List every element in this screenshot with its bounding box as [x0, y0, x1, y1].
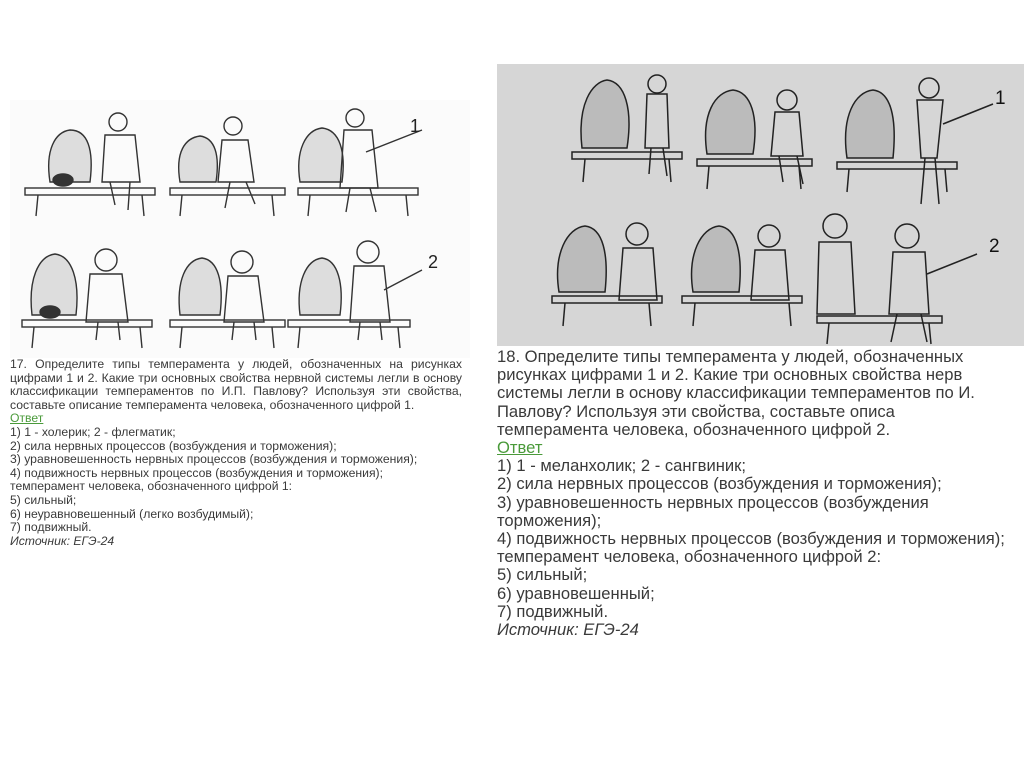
left-cartoon-drawing	[10, 100, 470, 358]
right-answer-line: торможения);	[497, 510, 602, 530]
right-question-block	[497, 348, 1024, 639]
right-label-2: 2	[989, 236, 1000, 257]
right-answer-line: 5) сильный;	[497, 565, 588, 585]
right-cartoon-drawing	[497, 64, 1024, 346]
left-answer-line: 2) сила нервных процессов (возбуждения и торможения);	[10, 438, 337, 453]
right-answer-label: Ответ	[497, 438, 543, 458]
left-bottom-bench-3	[288, 320, 410, 348]
right-answer-line: темперамент человека, обозначенного цифрой 2:	[497, 547, 882, 567]
left-question-block	[10, 358, 462, 548]
left-question-text: 17. Определите типы темперамента у людей, обозначенных на рисунках цифрами 1 и 2. Какие три основных свойства нервной системы легли в основу классификации темпераментов по И.П. Павлову? Используя эти свойства, составьте описание темперамента человека, обозначенного цифрой 1.	[10, 357, 462, 412]
right-question-line: системы легли в основу классификации темпераментов по И.	[497, 383, 975, 403]
right-answer-line: 4) подвижность нервных процессов (возбуждения и торможения);	[497, 529, 1005, 549]
left-answer-line: 5) сильный;	[10, 492, 77, 507]
right-cartoon-illustration	[497, 64, 1024, 346]
left-answer-line: 7) подвижный.	[10, 520, 92, 535]
left-answer-line: 1) 1 - холерик; 2 - флегматик;	[10, 424, 176, 439]
left-answer-label: Ответ	[10, 411, 44, 426]
right-question-line: 18. Определите типы темперамента у людей, обозначенных	[497, 348, 964, 366]
left-answer-line: 3) уравновешенность нервных процессов (возбуждения и торможения);	[10, 452, 418, 467]
left-top-bench-3	[298, 188, 418, 216]
left-answer-line: 4) подвижность нервных процессов (возбуждения и торможения);	[10, 465, 383, 480]
left-label-1: 1	[410, 116, 421, 136]
right-answer-line: 3) уравновешенность нервных процессов (возбуждения	[497, 492, 929, 512]
right-answer-line: 1) 1 - меланхолик; 2 - сангвиник;	[497, 456, 747, 476]
left-top-bench-1	[25, 188, 155, 216]
right-question-line: рисунках цифрами 1 и 2. Какие три основных свойства нерв	[497, 365, 963, 385]
right-question-line: темперамента человека, обозначенного цифрой 2.	[497, 419, 891, 439]
right-answer-line: 2) сила нервных процессов (возбуждения и торможения);	[497, 474, 942, 494]
left-answer-line: 6) неуравновешенный (легко возбудимый);	[10, 506, 254, 521]
left-bottom-bench-2	[170, 320, 285, 348]
left-source: Источник: ЕГЭ-24	[10, 533, 115, 548]
right-source: Источник: ЕГЭ-24	[497, 620, 639, 640]
right-answer-line: 7) подвижный.	[497, 601, 609, 621]
left-cartoon-illustration	[10, 100, 470, 358]
left-bottom-bench-1	[22, 320, 152, 348]
left-answer-line: темперамент человека, обозначенного цифрой 1:	[10, 479, 293, 494]
right-label-1: 1	[995, 88, 1006, 109]
left-label-2: 2	[428, 252, 439, 272]
right-question-line: Павлову? Используя эти свойства, составьте описа	[497, 401, 895, 421]
right-answer-line: 6) уравновешенный;	[497, 583, 655, 603]
left-pointer-2	[384, 270, 422, 290]
